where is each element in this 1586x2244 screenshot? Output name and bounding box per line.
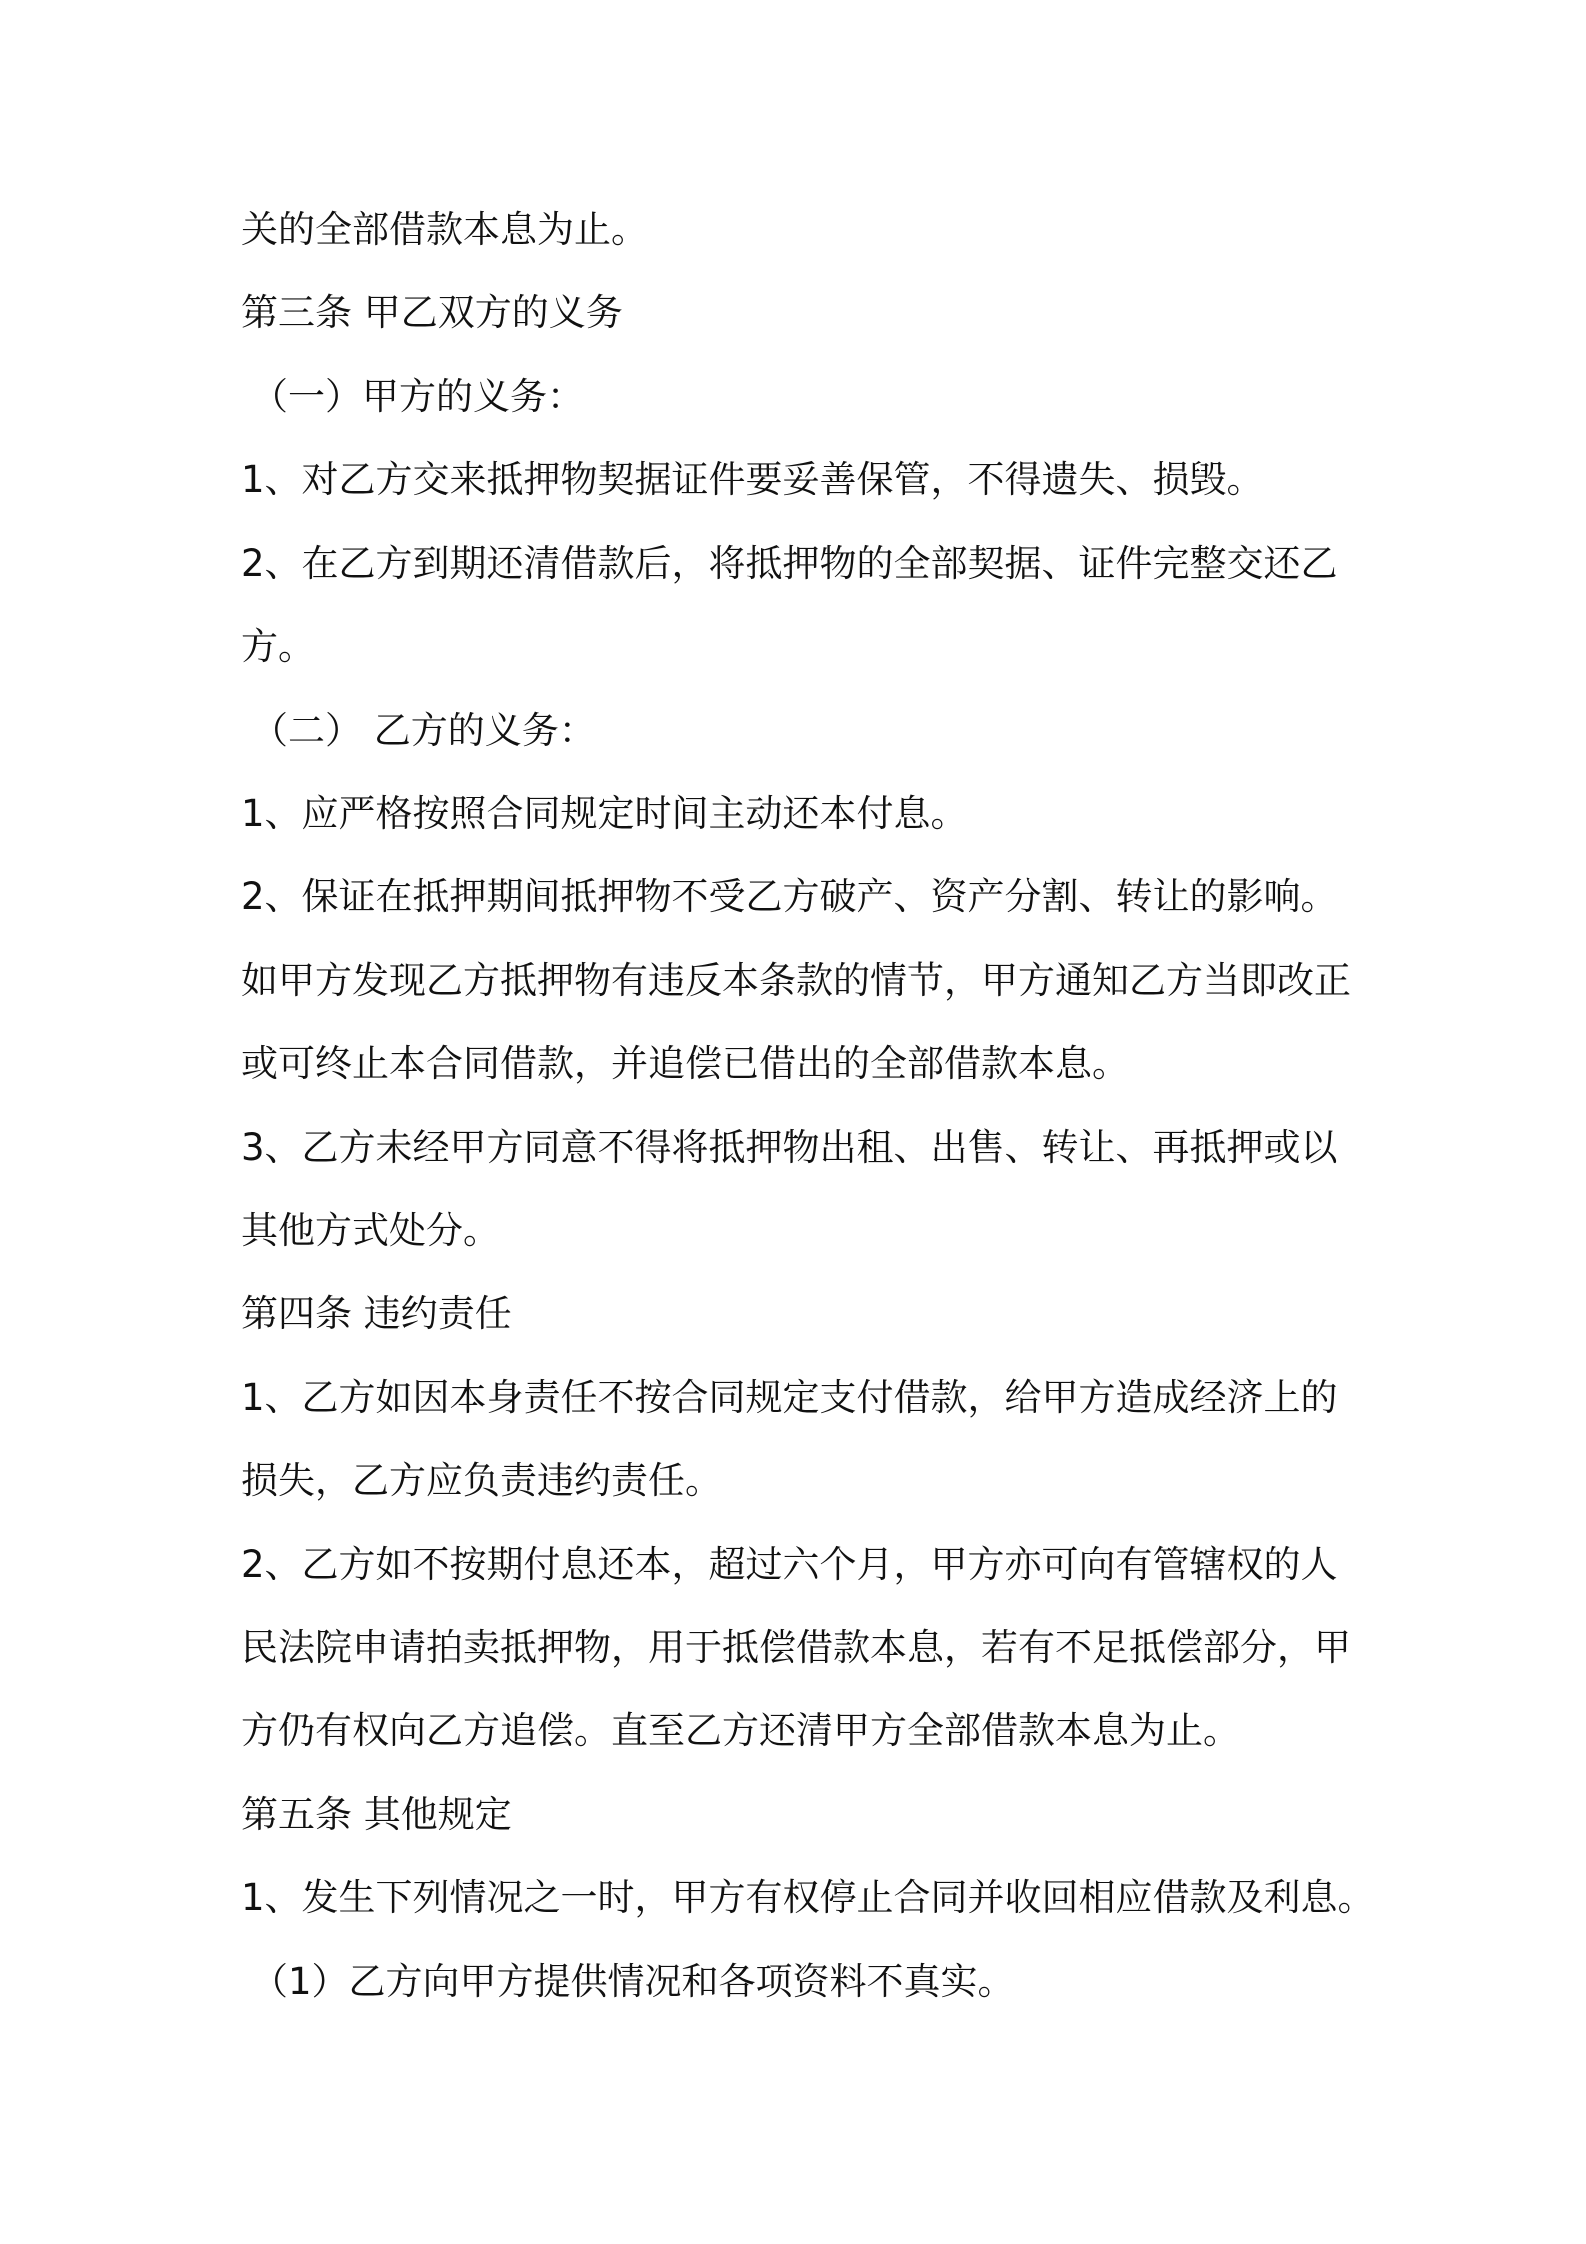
text-line: 方。 <box>241 625 315 668</box>
text-line: 3、乙方未经甲方同意不得将抵押物出租、出售、转让、再抵押或以 <box>241 1126 1338 1169</box>
section-heading: 第五条 其他规定 <box>241 1793 512 1836</box>
text-line: 1、对乙方交来抵押物契据证件要妥善保管，不得遗失、损毁。 <box>241 458 1264 501</box>
text-line: 方仍有权向乙方追偿。直至乙方还清甲方全部借款本息为止。 <box>241 1709 1240 1752</box>
subsection-heading: （二） 乙方的义务： <box>251 709 596 752</box>
text-line: 损失，乙方应负责违约责任。 <box>241 1459 722 1502</box>
text-line: 民法院申请拍卖抵押物，用于抵偿借款本息，若有不足抵偿部分，甲 <box>241 1626 1351 1669</box>
text-line: 2、在乙方到期还清借款后，将抵押物的全部契据、证件完整交还乙 <box>241 542 1338 585</box>
subsection-heading: （一）甲方的义务： <box>251 375 584 418</box>
text-line: 关的全部借款本息为止。 <box>241 208 648 251</box>
text-line: 其他方式处分。 <box>241 1209 500 1252</box>
text-line: 2、保证在抵押期间抵押物不受乙方破产、资产分割、转让的影响。 <box>241 875 1338 918</box>
text-line: （1）乙方向甲方提供情况和各项资料不真实。 <box>251 1960 1015 2003</box>
text-line: 如甲方发现乙方抵押物有违反本条款的情节，甲方通知乙方当即改正 <box>241 959 1351 1002</box>
text-line: 1、应严格按照合同规定时间主动还本付息。 <box>241 792 968 835</box>
text-line: 或可终止本合同借款，并追偿已借出的全部借款本息。 <box>241 1042 1129 1085</box>
text-line: 1、发生下列情况之一时，甲方有权停止合同并收回相应借款及利息。 <box>241 1876 1375 1919</box>
text-line: 1、乙方如因本身责任不按合同规定支付借款，给甲方造成经济上的 <box>241 1376 1338 1419</box>
section-heading: 第三条 甲乙双方的义务 <box>241 291 623 334</box>
section-heading: 第四条 违约责任 <box>241 1292 512 1335</box>
text-line: 2、乙方如不按期付息还本，超过六个月，甲方亦可向有管辖权的人 <box>241 1543 1338 1586</box>
